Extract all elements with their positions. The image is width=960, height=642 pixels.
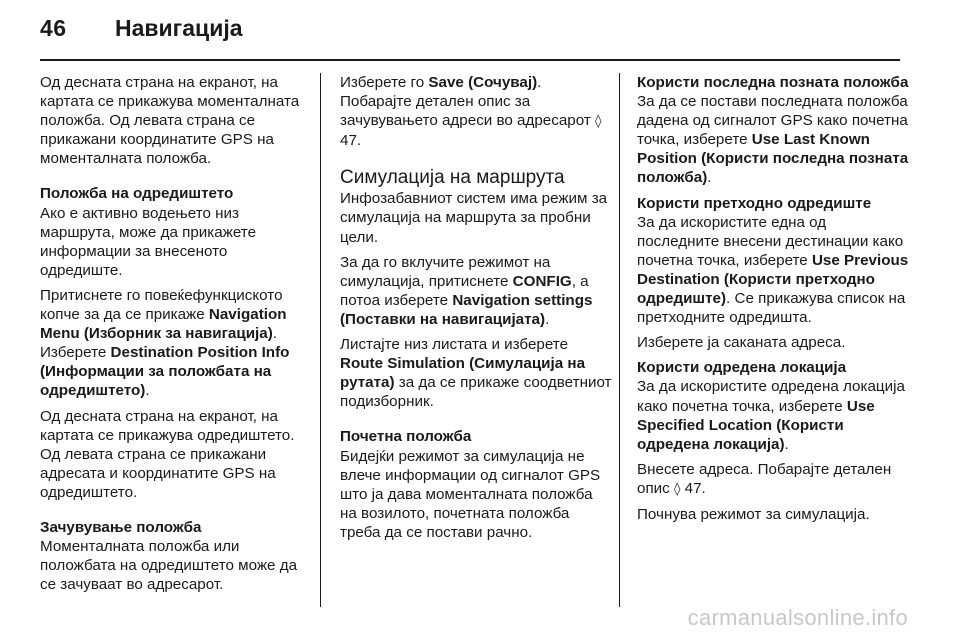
page-title: Навигација bbox=[115, 15, 243, 41]
column-3 bbox=[637, 73, 909, 530]
column-divider-1 bbox=[320, 73, 321, 607]
paragraph-destination-info: Ако е активно водењето низ маршрута, може да прикажете информации за внесеното одредиште. bbox=[40, 204, 257, 279]
paragraph-current-position: Од десната страна на екранот, на картата се прикажува моменталната положба. Од левата страна се прикажани координатите GPS на моменталната положба. bbox=[40, 74, 300, 168]
paragraph-enable-simulation: За да го вклучите режимот на симулација, притиснете CONFIG, а потоа изберете Navigation settings (Поставки на навигацијата). bbox=[340, 253, 593, 328]
section-save-position bbox=[40, 518, 312, 594]
paragraph-start-position: Бидејќи режимот за симулација не влече информации од сигналот GPS што ја дава моменталната положба на возилото, почетната положба треба да се постави рачно. bbox=[340, 447, 601, 541]
menu-ref-use-specified: Use Specified Location (Користи одредена локација) bbox=[637, 397, 875, 453]
section-specified-location: Користи одредена локација За да искористите одредена локација како почетна точка, изберете Use Specified Location (Користи одредена локација). bbox=[637, 358, 909, 453]
subheading-start-position: Почетна положба bbox=[340, 428, 472, 446]
page-ref-arrow-icon: ◊ bbox=[673, 481, 681, 497]
paragraph-destination-map: Од десната страна на екранот, на картата се прикажува одредиштето. Од левата страна се прикажани адресата и координатите GPS на одредиштето. bbox=[40, 407, 295, 501]
menu-ref-use-previous: Use Previous Destination (Користи претходно одредиште) bbox=[637, 251, 909, 308]
section-destination-position bbox=[40, 184, 312, 279]
menu-ref-route-simulation: Route Simulation (Симулација на рутата) bbox=[340, 355, 586, 392]
section-start-position bbox=[340, 427, 612, 542]
watermark: carmanualsonline.info bbox=[687, 605, 908, 630]
section-previous-destination: Користи претходно одредиште За да искористите една од последните внесени дестинации како почетна точка, изберете Use Previous Destination (Користи претходно одредиште). Се прикажува список на претходните одредишта. bbox=[637, 194, 909, 327]
paragraph-save-select: Изберете го Save (Сочувај). Побарајте детален опис за зачувувањето адреси во адресарот ◊ 47. bbox=[340, 74, 602, 150]
menu-ref-navigation-menu: Navigation Menu (Изборник за навигација) bbox=[40, 306, 287, 343]
paragraph-enter-address: Внесете адреса. Побарајте детален опис ◊ 47. bbox=[637, 460, 892, 497]
paragraph-select-address: Изберете ја саканата адреса. bbox=[637, 334, 846, 352]
paragraph-simulation-starts: Почнува режимот за симулација. bbox=[637, 505, 870, 523]
subheading-save-position: Зачувување положба bbox=[40, 518, 202, 536]
page-number: 46 bbox=[40, 15, 67, 41]
column-divider-2 bbox=[619, 73, 620, 607]
page-ref-arrow-icon: ◊ bbox=[595, 114, 602, 130]
subheading-previous-destination: Користи претходно одредиште bbox=[637, 194, 872, 212]
subheading-destination-position: Положба на одредиштето bbox=[40, 185, 234, 203]
paragraph-simulation-intro: Инфозабавниот систем има режим за симулација на маршрута за пробни цели. bbox=[340, 190, 608, 246]
menu-ref-use-last-known: Use Last Known Position (Користи последна позната положба) bbox=[637, 131, 909, 187]
menu-ref-destination-info: Destination Position Info (Информации за положбата на одредиштето) bbox=[40, 344, 290, 400]
header-rule bbox=[40, 59, 900, 61]
menu-ref-navigation-settings: Navigation settings (Поставки на навигацијата) bbox=[340, 291, 593, 328]
column-2 bbox=[340, 73, 612, 548]
section-heading-route-simulation: Симулација на маршрута bbox=[340, 167, 565, 189]
section-last-known: Користи последна позната положба За да се постави последната положба дадена од сигналот GPS како почетна точка, изберете Use Last Known Position (Користи последна позната положба). bbox=[637, 74, 909, 187]
subheading-specified-location: Користи одредена локација bbox=[637, 359, 847, 377]
button-ref-config: CONFIG bbox=[512, 272, 572, 290]
column-1 bbox=[40, 73, 312, 600]
paragraph-scroll-list: Листајте низ листата и изберете Route Simulation (Симулација на рутата) за да се прикаже соодветниот подизборник. bbox=[340, 336, 612, 411]
menu-ref-save: Save (Сочувај) bbox=[428, 74, 538, 91]
paragraph-press-knob: Притиснете го повеќефункциското копче за да се прикаже Navigation Menu (Изборник за навигација). Изберете Destination Position Info (Информации за положбата на одредиштето). bbox=[40, 286, 290, 400]
subheading-last-known: Користи последна позната положба bbox=[637, 74, 909, 91]
paragraph-save-position: Моменталната положба или положбата на одредиштето може да се зачуваат во адресарот. bbox=[40, 538, 298, 594]
